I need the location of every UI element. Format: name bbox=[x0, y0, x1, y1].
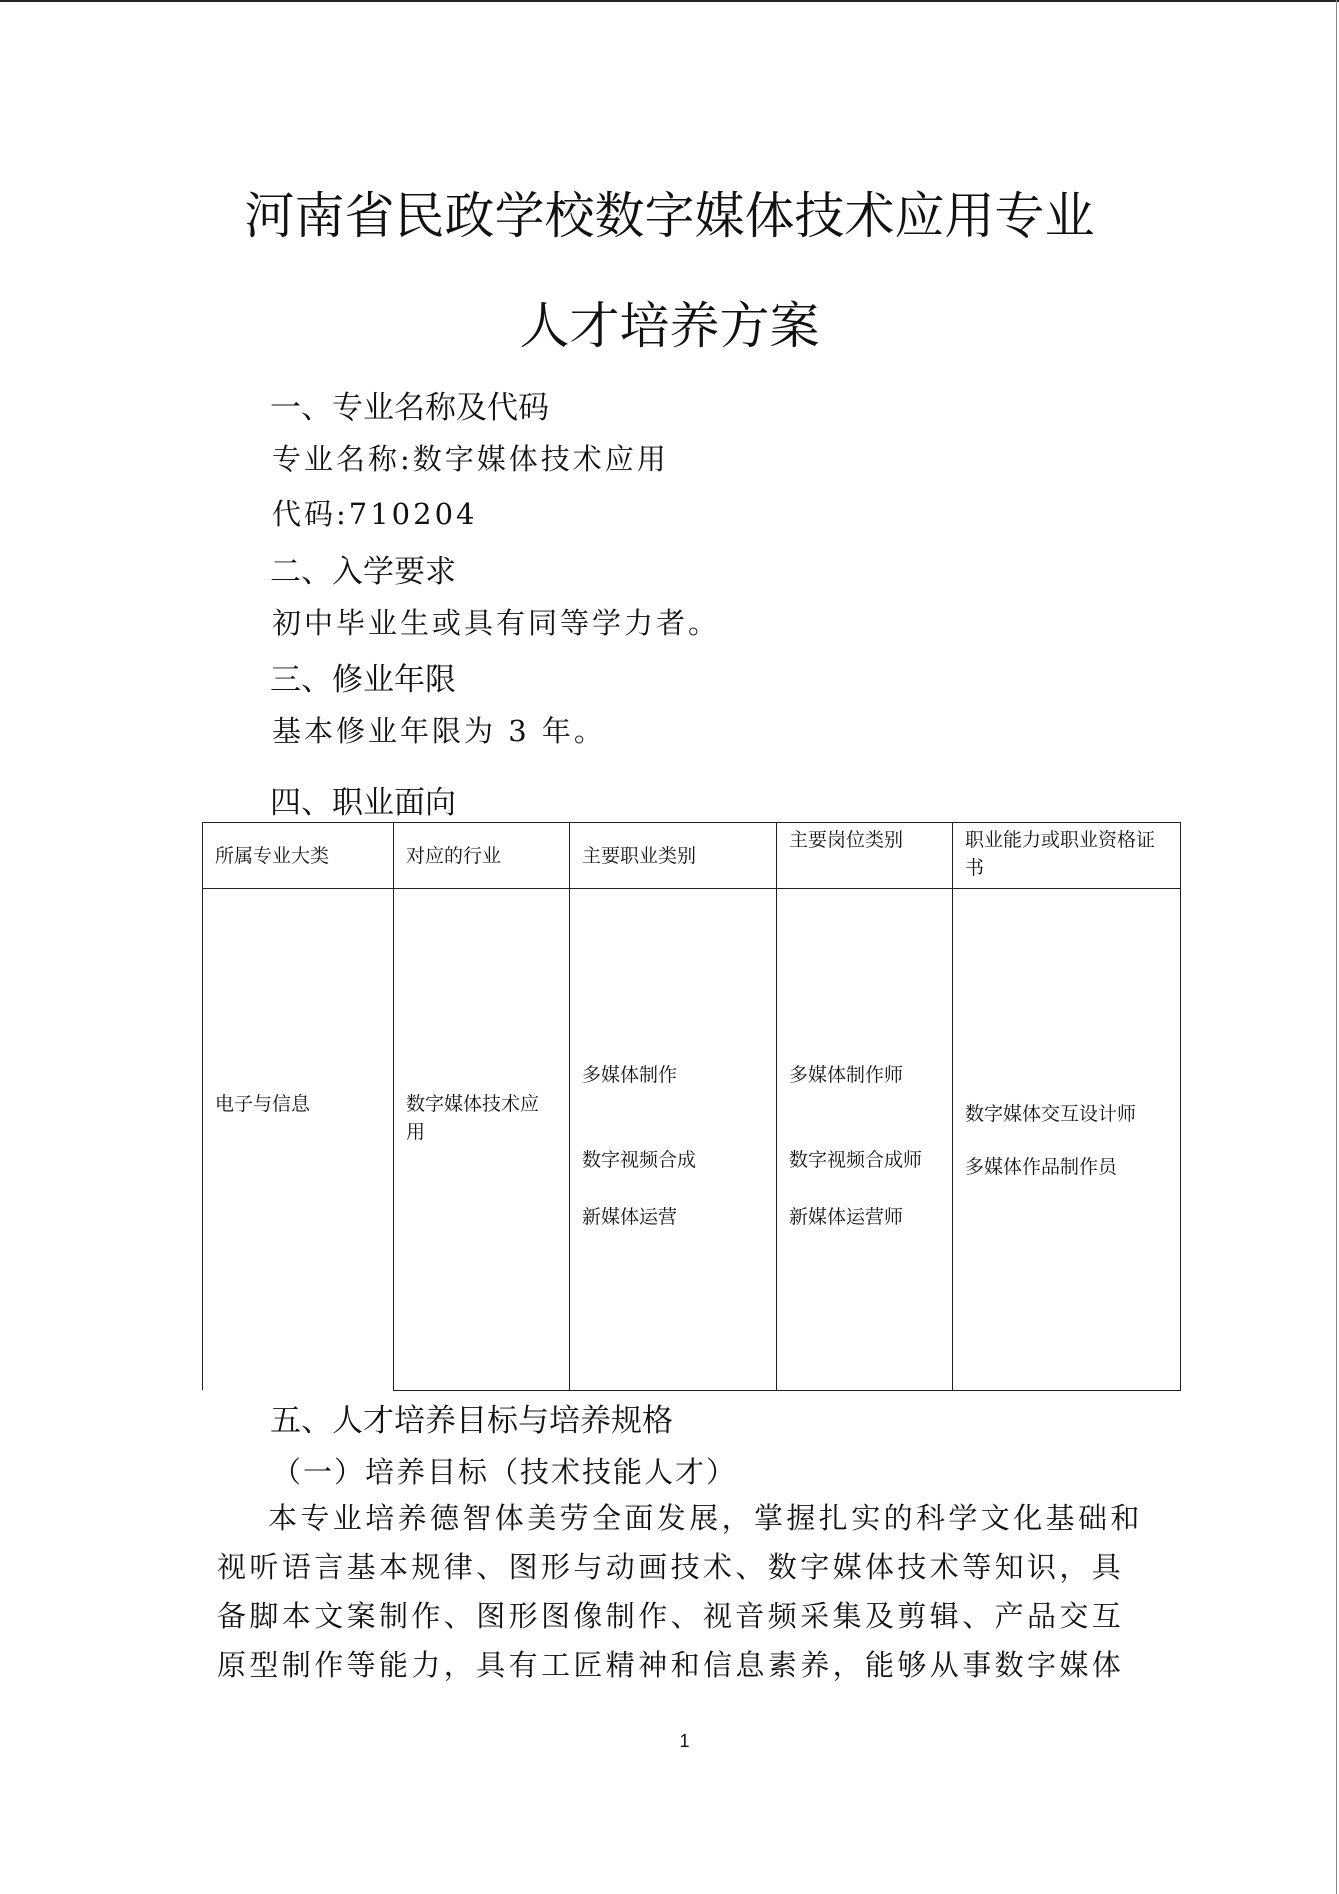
study-duration-text: 基本修业年限为 3 年。 bbox=[272, 714, 606, 748]
cell-certificate: 多媒体作品制作员 bbox=[965, 1156, 1118, 1178]
section-4-heading: 四、职业面向 bbox=[270, 785, 456, 821]
document-title-line-2: 人才培养方案 bbox=[519, 297, 820, 355]
training-goal-subheading: （一）培养目标（技术技能人才） bbox=[272, 1455, 738, 1489]
major-name-line: 专业名称:数字媒体技术应用 bbox=[272, 442, 669, 476]
cell-occupation-type: 新媒体运营 bbox=[582, 1206, 678, 1228]
table-header-divider bbox=[202, 888, 1181, 889]
table-col-divider-3 bbox=[776, 822, 777, 1391]
cell-occupation-type: 数字视频合成 bbox=[582, 1149, 697, 1171]
table-header-major-category: 所属专业大类 bbox=[215, 845, 330, 867]
page-number: 1 bbox=[679, 1731, 690, 1751]
table-bottom-border bbox=[393, 1390, 1181, 1391]
table-top-border bbox=[202, 822, 1181, 823]
table-col-divider-4 bbox=[952, 822, 953, 1391]
page-top-border bbox=[0, 0, 1339, 2]
table-col-divider-2 bbox=[569, 822, 570, 1391]
cell-occupation-type: 多媒体制作 bbox=[582, 1064, 678, 1086]
cell-job-type: 多媒体制作师 bbox=[789, 1064, 904, 1086]
section-5-heading: 五、人才培养目标与培养规格 bbox=[270, 1403, 673, 1439]
major-code-line: 代码:710204 bbox=[272, 497, 478, 531]
cell-major-category: 电子与信息 bbox=[215, 1093, 311, 1115]
training-goal-paragraph-line: 本专业培养德智体美劳全面发展，掌握扎实的科学文化基础和 bbox=[268, 1501, 1143, 1535]
section-1-heading: 一、专业名称及代码 bbox=[270, 390, 549, 426]
table-right-border bbox=[1180, 822, 1181, 1391]
section-3-heading: 三、修业年限 bbox=[270, 662, 456, 698]
cell-job-type: 新媒体运营师 bbox=[789, 1206, 904, 1228]
page-right-border bbox=[1336, 0, 1337, 1894]
table-col-divider-1 bbox=[393, 822, 394, 1391]
training-goal-paragraph-line: 原型制作等能力，具有工匠精神和信息素养，能够从事数字媒体 bbox=[217, 1648, 1125, 1682]
table-header-job-type: 主要岗位类别 bbox=[789, 829, 904, 851]
training-goal-paragraph-line: 视听语言基本规律、图形与动画技术、数字媒体技术等知识，具 bbox=[217, 1550, 1125, 1584]
table-left-border bbox=[202, 822, 203, 1390]
training-goal-paragraph-line: 备脚本文案制作、图形图像制作、视音频采集及剪辑、产品交互 bbox=[217, 1599, 1125, 1633]
cell-certificate: 数字媒体交互设计师 bbox=[965, 1103, 1137, 1125]
table-header-industry: 对应的行业 bbox=[406, 845, 502, 867]
cell-industry: 数字媒体技术应用 bbox=[406, 1093, 540, 1143]
table-header-occupation-type: 主要职业类别 bbox=[582, 845, 697, 867]
cell-job-type: 数字视频合成师 bbox=[789, 1149, 923, 1171]
table-header-certificate: 职业能力或职业资格证书 bbox=[965, 829, 1156, 879]
document-title-line-1: 河南省民政学校数字媒体技术应用专业 bbox=[244, 187, 1095, 245]
section-2-heading: 二、入学要求 bbox=[270, 554, 456, 590]
admission-requirement-text: 初中毕业生或具有同等学力者。 bbox=[272, 606, 721, 640]
